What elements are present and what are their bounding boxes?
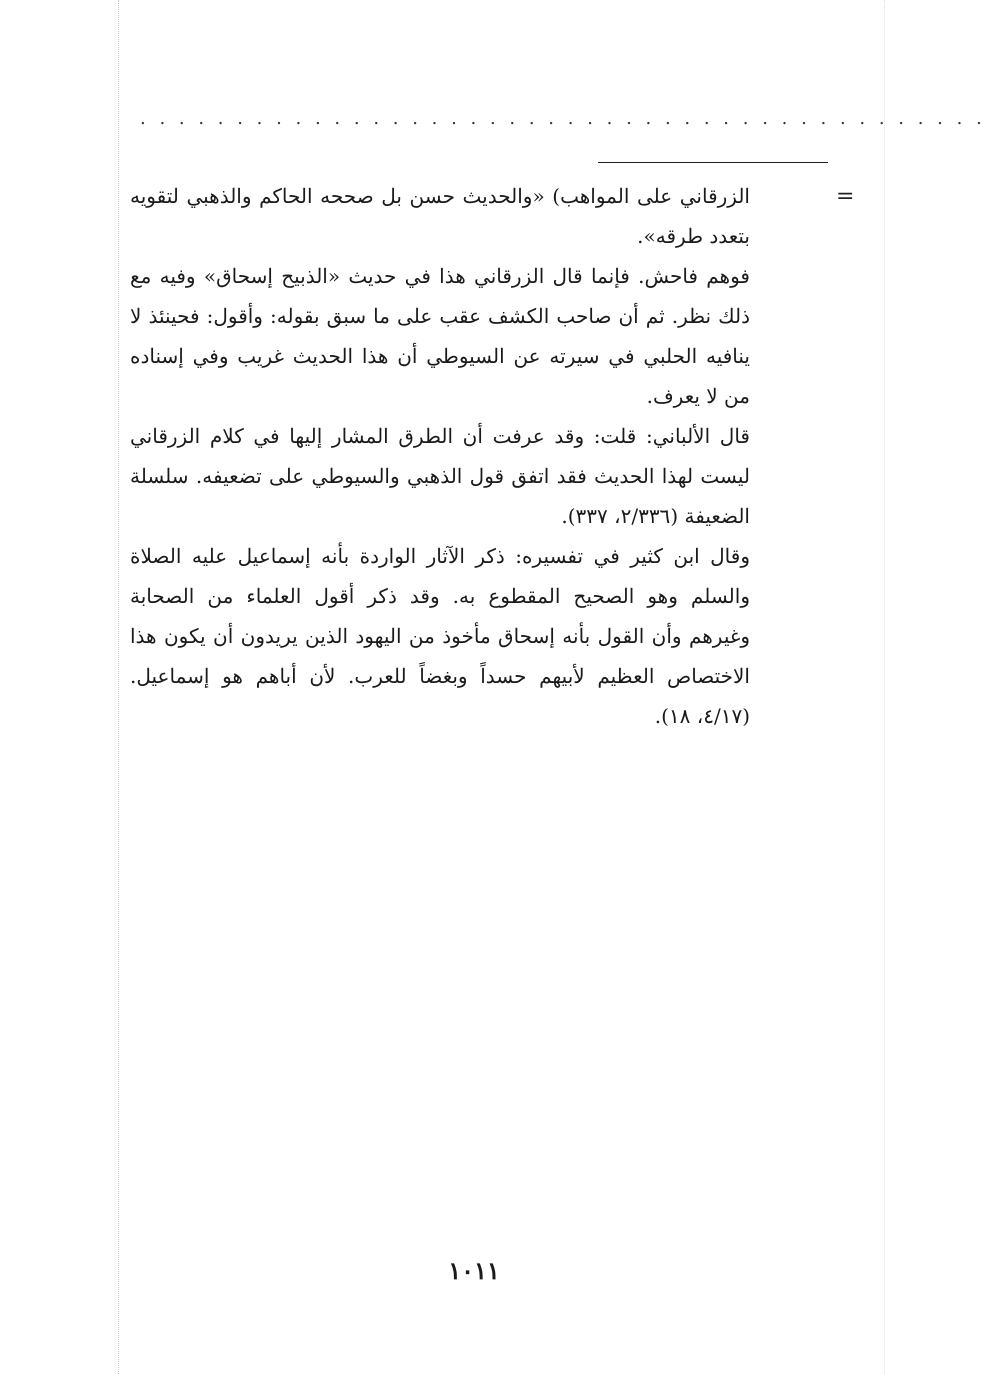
- paragraph-1: الزرقاني على المواهب) «والحديث حسن بل صححه الحاكم والذهبي لتقويه بتعدد طرقه».: [130, 184, 750, 248]
- footnote-text: [130, 176, 750, 736]
- page-number: ١٠١١: [448, 1256, 500, 1285]
- paragraph-4: وقال ابن كثير في تفسيره: ذكر الآثار الواردة بأنه إسماعيل عليه الصلاة والسلم وهو الصحيح المقطوع به. وقد ذكر أقول العلماء من الصحابة وغيرهم وأن القول بأنه إسحاق مأخوذ من اليهود الذين يريدون أن يكون هذا الاختصاص العظيم لأبيهم حسداً وبغضاً للعرب. لأن أباهم هو إسماعيل. (٤/١٧، ١٨).: [130, 544, 750, 728]
- scan-edge-right: [884, 0, 885, 1374]
- continuation-mark: =: [836, 184, 855, 209]
- footnote-rule: [598, 162, 828, 163]
- dotted-separator: . . . . . . . . . . . . . . . . . . . . . . . . . . . . . . . . . . . . . . . . . . . .: [140, 108, 986, 129]
- scan-edge-left: [118, 0, 119, 1374]
- paragraph-3: قال الألباني: قلت: وقد عرفت أن الطرق المشار إليها في كلام الزرقاني ليست لهذا الحديث فقد اتفق قول الذهبي والسيوطي على تضعيفه. سلسلة الضعيفة (٢/٣٣٦، ٣٣٧).: [130, 424, 750, 528]
- paragraph-2: فوهم فاحش. فإنما قال الزرقاني هذا في حديث «الذبيح إسحاق» وفيه مع ذلك نظر. ثم أن صاحب الكشف عقب على ما سبق بقوله: وأقول: فحينئذ لا ينافيه الحلبي في سيرته عن السيوطي أن هذا الحديث غريب وفي إسناده من لا يعرف.: [130, 264, 750, 408]
